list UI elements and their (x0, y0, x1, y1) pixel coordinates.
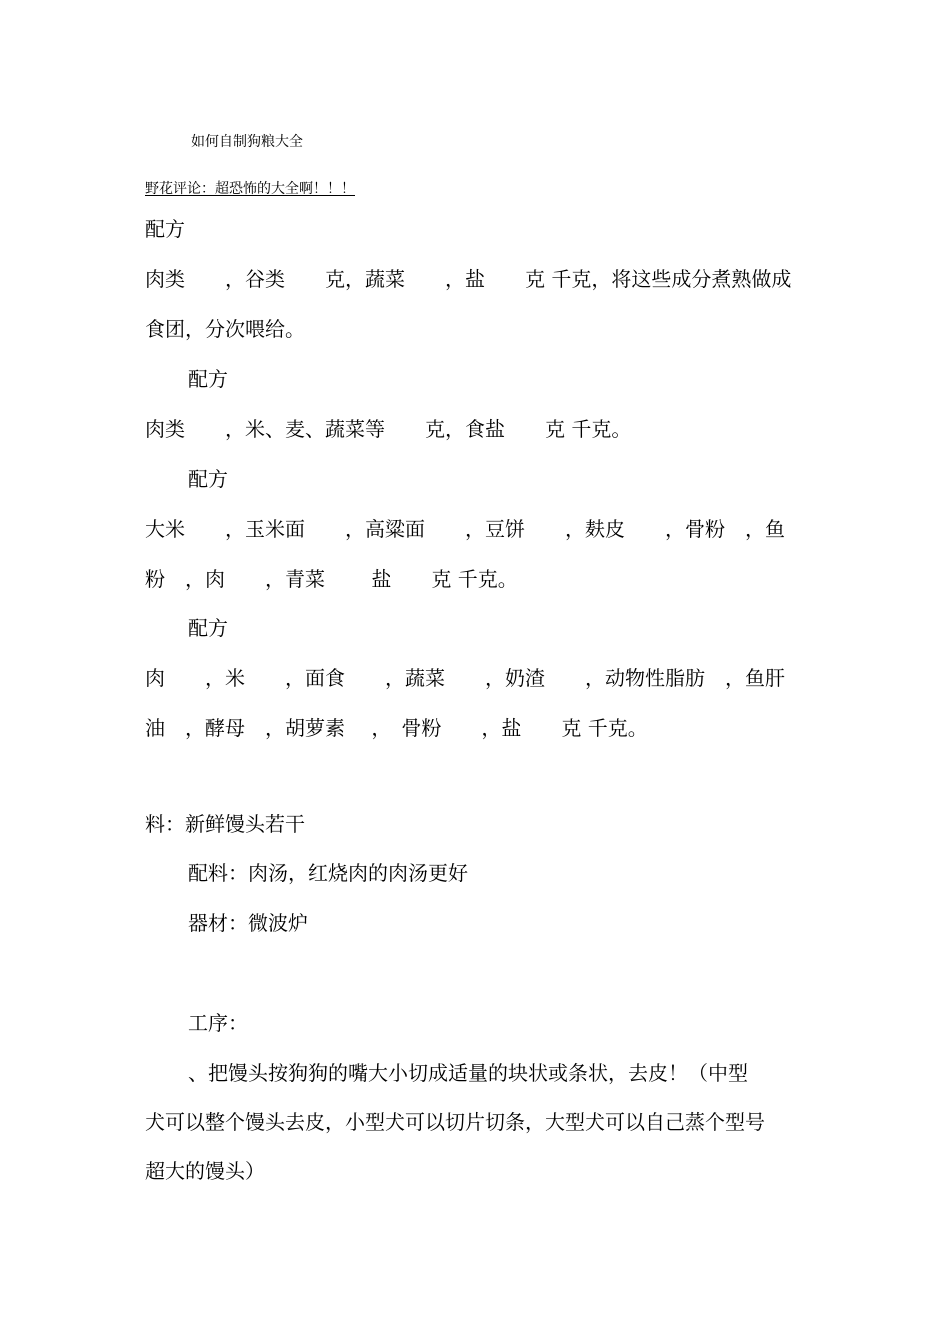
recipe-1-line-1: 肉类 ，谷类 克，蔬菜 ，盐 克 千克，将这些成分煮熟做成 (145, 267, 792, 291)
comment-link[interactable]: 野花评论：超恐怖的大全啊！！！ (145, 181, 355, 197)
materials-sub: 配料：肉汤，红烧肉的肉汤更好 (188, 861, 468, 885)
materials-main: 料：新鲜馒头若干 (145, 812, 305, 836)
recipe-4-line-1: 肉 ，米 ，面食 ，蔬菜 ，奶渣 ，动物性脂肪 ，鱼肝 (145, 666, 785, 690)
recipe-3-line-1: 大米 ，玉米面 ，高粱面 ，豆饼 ，麸皮 ，骨粉 ，鱼 (145, 517, 785, 541)
recipe-1-heading: 配方 (145, 217, 185, 241)
recipe-4-heading: 配方 (188, 616, 228, 640)
process-line-3: 超大的馒头） (145, 1159, 265, 1183)
recipe-4-line-2: 油 ，酵母 ，胡萝素 ， 骨粉 ，盐 克 千克。 (145, 716, 648, 740)
recipe-3-heading: 配方 (188, 467, 228, 491)
recipe-2-line-1: 肉类 ，米、麦、蔬菜等 克，食盐 克 千克。 (145, 417, 632, 441)
document-title: 如何自制狗粮大全 (191, 134, 303, 150)
process-heading: 工序： (188, 1011, 248, 1035)
recipe-2-heading: 配方 (188, 367, 228, 391)
materials-equipment: 器材：微波炉 (188, 911, 308, 935)
recipe-1-line-2: 食团，分次喂给。 (145, 317, 305, 341)
process-line-2: 犬可以整个馒头去皮，小型犬可以切片切条，大型犬可以自己蒸个型号 (145, 1110, 765, 1134)
process-line-1: 、把馒头按狗狗的嘴大小切成适量的块状或条状，去皮！（中型 (188, 1061, 748, 1085)
recipe-3-line-2: 粉 ，肉 ，青菜 盐 克 千克。 (145, 567, 518, 591)
